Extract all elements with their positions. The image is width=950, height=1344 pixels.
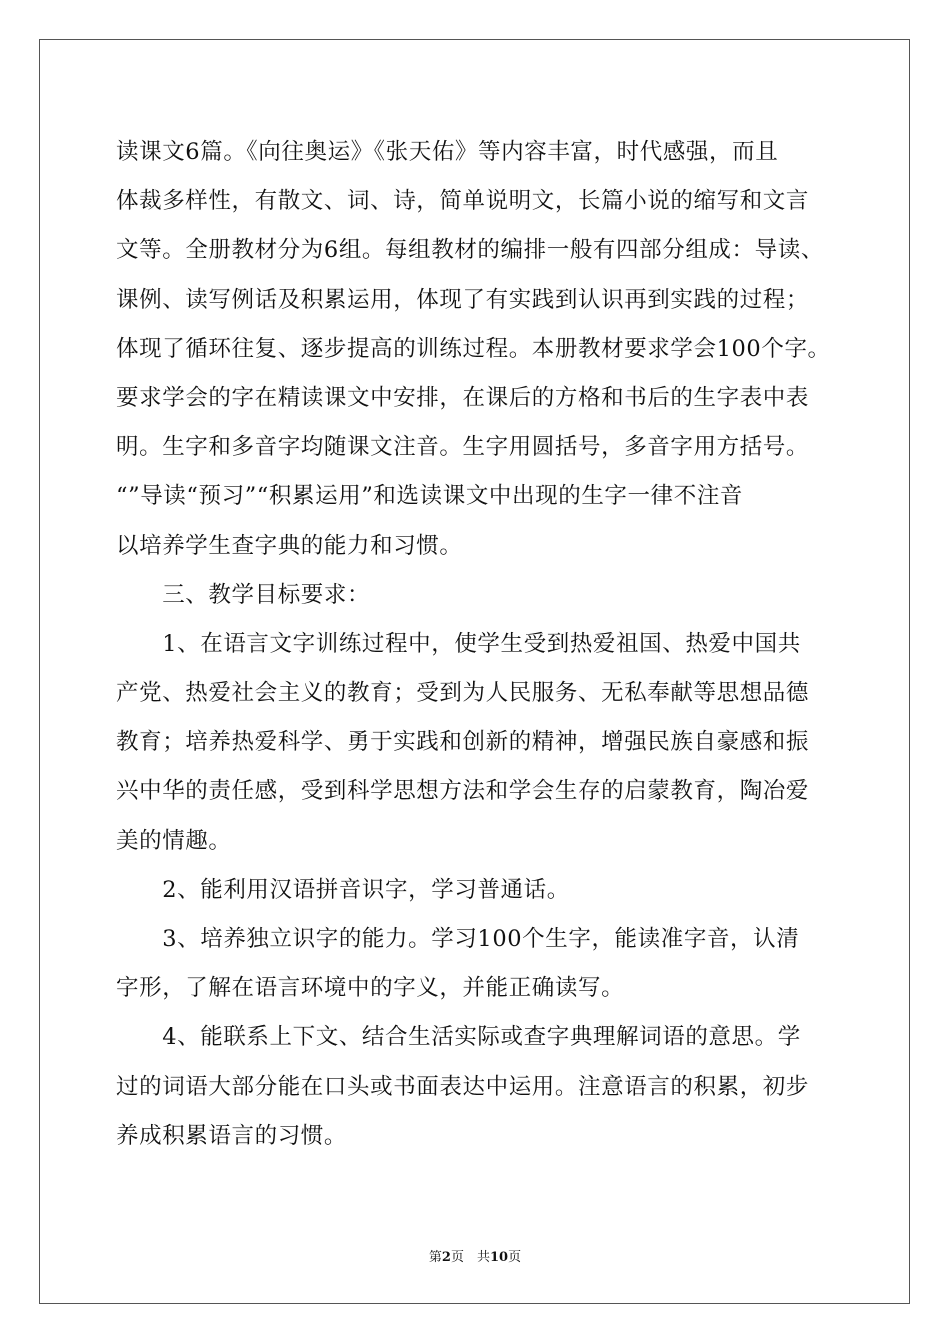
text-line: 体现了循环往复、逐步提高的训练过程。本册教材要求学会100个字。 bbox=[116, 335, 831, 362]
text-line: 养成积累语言的习惯。 bbox=[116, 1122, 348, 1149]
text-line: 教育；培养热爱科学、勇于实践和创新的精神，增强民族自豪感和振 bbox=[116, 729, 810, 756]
text-line: 3、培养独立识字的能力。学习100个生字，能读准字音，认清 bbox=[116, 926, 800, 952]
footer-total-suffix: 页 bbox=[508, 1250, 522, 1265]
footer-page-suffix: 页 共 bbox=[450, 1250, 490, 1265]
document-body bbox=[116, 128, 836, 1161]
page-footer bbox=[0, 1246, 950, 1265]
text-line: 读课文6篇。《向往奥运》《张天佑》等内容丰富，时代感强，而且 bbox=[116, 139, 779, 165]
text-line: 4、能联系上下文、结合生活实际或查字典理解词语的意思。学 bbox=[116, 1024, 801, 1051]
text-line: 以培养学生查字典的能力和习惯。 bbox=[116, 532, 463, 559]
text-line: 课例、读写例话及积累运用，体现了有实践到认识再到实践的过程； bbox=[116, 286, 810, 313]
text-line: 明。生字和多音字均随课文注音。生字用圆括号，多音字用方括号。 bbox=[116, 434, 810, 461]
text-line: 字形，了解在语言环境中的字义，并能正确读写。 bbox=[116, 975, 625, 1002]
text-line: 文等。全册教材分为6组。每组教材的编排一般有四部分组成：导读、 bbox=[116, 237, 824, 264]
text-line: 美的情趣。 bbox=[116, 827, 232, 854]
text-line: 1、在语言文字训练过程中，使学生受到热爱祖国、热爱中国共 bbox=[116, 630, 801, 657]
text-line: “”导读“预习”“积累运用”和选读课文中出现的生字一律不注音 bbox=[116, 483, 744, 510]
text-line: 2、能利用汉语拼音识字，学习普通话。 bbox=[116, 876, 570, 903]
text-line: 过的词语大部分能在口头或书面表达中运用。注意语言的积累，初步 bbox=[116, 1073, 810, 1100]
current-page-number: 2 bbox=[441, 1250, 451, 1265]
text-line: 要求学会的字在精读课文中安排，在课后的方格和书后的生字表中表 bbox=[116, 384, 810, 411]
text-line: 体裁多样性，有散文、词、诗，简单说明文，长篇小说的缩写和文言 bbox=[116, 188, 810, 215]
text-line: 兴中华的责任感，受到科学思想方法和学会生存的启蒙教育，陶冶爱 bbox=[116, 778, 810, 805]
total-pages-number: 10 bbox=[489, 1250, 509, 1265]
text-line: 产党、热爱社会主义的教育；受到为人民服务、无私奉献等思想品德 bbox=[116, 680, 810, 707]
section-heading: 三、教学目标要求： bbox=[116, 581, 371, 608]
footer-prefix: 第 bbox=[428, 1250, 442, 1265]
